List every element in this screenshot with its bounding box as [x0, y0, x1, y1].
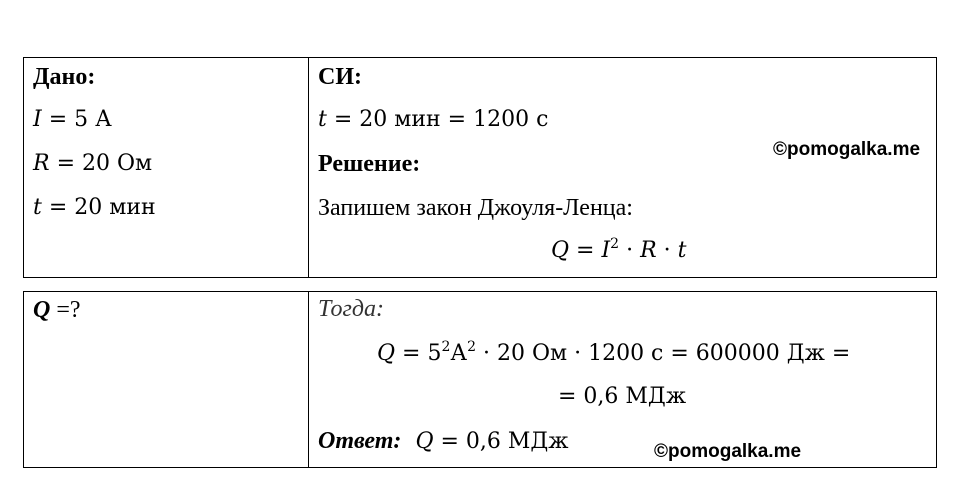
si-conversion-var: t: [318, 107, 327, 132]
solution-text: Запишем закон Джоуля-Ленца:: [318, 195, 633, 221]
solution-heading: Решение:: [318, 151, 421, 177]
given-heading: Дано:: [33, 64, 96, 90]
given-resistance-var: R: [33, 151, 50, 176]
formula-i: I: [601, 238, 611, 263]
find-quantity: [33, 295, 81, 325]
given-current-var: I: [33, 107, 42, 132]
calc-q: Q: [377, 341, 396, 366]
answer-label: Ответ:: [318, 428, 402, 454]
bottom-table-divider: [308, 291, 309, 468]
given-resistance-value: = 20 Ом: [49, 151, 153, 176]
si-conversion-value: = 20 мин = 1200 с: [326, 107, 549, 132]
find-quantity-var: Q: [33, 297, 51, 323]
calculation-line-2: = 0,6 МДж: [558, 384, 687, 409]
watermark-bottom: ©pomogalka.me: [654, 441, 802, 462]
si-heading: СИ:: [318, 64, 362, 90]
top-table-divider: [308, 57, 309, 278]
calc-power-1: 2: [441, 339, 451, 355]
formula-power: 2: [610, 236, 620, 252]
answer-var: Q: [415, 429, 434, 454]
find-quantity-value: =?: [50, 297, 81, 323]
calc-part-b: А: [450, 341, 468, 366]
answer-line: [318, 426, 569, 457]
formula-r: R: [640, 238, 657, 263]
formula-q: Q: [551, 238, 570, 263]
watermark-top: ©pomogalka.me: [773, 139, 921, 160]
answer-value: [401, 429, 568, 454]
calc-part-a: = 5: [395, 341, 442, 366]
answer-rest: = 0,6 МДж: [433, 429, 569, 454]
given-current: [33, 105, 112, 135]
joule-lenz-formula: [551, 236, 686, 266]
formula-t: t: [677, 238, 687, 263]
calculation-line-1: [377, 339, 850, 369]
given-resistance: [33, 149, 152, 179]
given-current-value: = 5 А: [41, 107, 112, 132]
si-conversion: [318, 105, 548, 135]
given-time-value: = 20 мин: [41, 195, 156, 220]
formula-eq: =: [569, 238, 602, 263]
given-time-var: t: [33, 195, 42, 220]
formula-dot-2: ·: [656, 238, 678, 263]
top-table: [23, 57, 937, 278]
calc-power-2: 2: [467, 339, 476, 355]
given-time: [33, 193, 156, 223]
then-label: Тогда:: [318, 296, 384, 322]
calc-part-c: · 20 Ом · 1200 с = 600000 Дж =: [475, 341, 851, 366]
formula-dot-1: ·: [619, 238, 641, 263]
